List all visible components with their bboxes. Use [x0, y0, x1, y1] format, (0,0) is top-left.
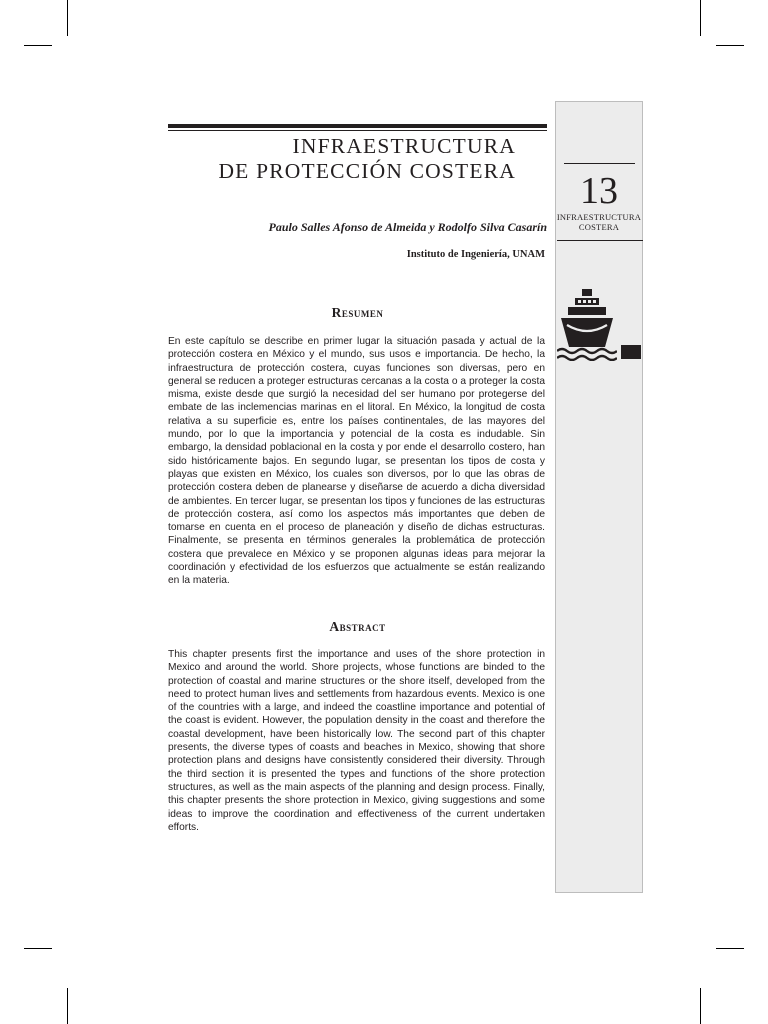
title-rule-thin	[168, 130, 547, 131]
chapter-number: 13	[580, 170, 618, 212]
tab-bottom-rule	[557, 240, 643, 241]
crop-mark-bottom-right-vertical	[700, 988, 701, 1024]
resumen-text: En este capítulo se describe en primer lugar la situación pasada y actual de la protección costera en México y el mundo, sus usos e importancia. De hecho, la infraestructura de protección costera, cuyas funciones son diversas, pero en general se reducen a proteger estructuras cercanas a la costa o a proteger la costa misma, existe desde que surgió la necesidad del ser humano por protegerse del embate de las inclemencias marinas en el litoral. En México, la longitud de costa relativa a su superficie es, entre los países continentales, de las mayores del mundo, por lo que la importancia y potencial de la costa es indudable. Sin embargo, la densidad poblacional en la costa y por ende el desarrollo costero, han sido históricamente bajos. En segundo lugar, se presentan los tipos de costa y playas que existen en México, los cuales son diversos, por lo que las obras de protección costera deben de planearse y diseñarse de acuerdo a dicha diversidad de ambientes. En tercer lugar, se presentan los tipos y funciones de las estructuras de protección costera, así como los aspectos más importantes que deben de tomarse en cuenta en el proceso de planeación y diseño de dichas estructuras. Finalmente, se presenta en términos generales la problemática de protección costera que prevalece en México y se proponen algunas ideas para mejorar la coordinación y efectividad de los esfuerzos que actualmente se están realizando en la materia.	[168, 336, 545, 587]
authors: Paulo Salles Afonso de Almeida y Rodolfo Silva Casarín	[268, 220, 547, 234]
crop-mark-top-right-horizontal	[716, 45, 744, 46]
abstract-text: This chapter presents first the importance and uses of the shore protection in Mexico and around the world. Shore projects, whose functions are binded to the protection of coastal and marine structures or the shore itself, developed from the need to protect human lives and settlements from hazardous events. Mexico is one of the countries with a large, and indeed the coastline importance and potential of the coast is evident. However, the population density in the coast and therefore the coastal development, have been historically low. The second part of this chapter presents, the diverse types of coasts and beaches in Mexico, showing that shore protection plans and designs have consistently considered their diversity. Through the third section it is presented the types and functions of the shore protection structures, as well as the main aspects of the planning and design process. Finally, this chapter presents the shore protection in Mexico, giving suggestions and some ideas to improve the coordination and effectiveness of the current undertaken efforts.	[168, 649, 545, 833]
title-rule-thick	[168, 124, 547, 128]
crop-mark-bottom-left-vertical	[67, 988, 68, 1024]
resumen-heading: Resumen	[331, 305, 384, 320]
chapter-title-line2: DE PROTECCIÓN COSTERA	[218, 159, 516, 183]
tab-top-rule	[564, 163, 635, 164]
tab-marker-block	[621, 345, 641, 359]
chapter-tab-label-line2: COSTERA	[578, 222, 620, 232]
chapter-title-line1: INFRAESTRUCTURA	[292, 134, 516, 158]
crop-mark-top-right-vertical	[700, 0, 701, 36]
crop-mark-bottom-right-horizontal	[716, 948, 744, 949]
chapter-tab-label	[555, 212, 643, 232]
crop-mark-bottom-left-horizontal	[24, 948, 52, 949]
chapter-title	[168, 134, 516, 184]
chapter-tab-label-line1: INFRAESTRUCTURA	[556, 212, 642, 222]
crop-mark-top-left-vertical	[67, 0, 68, 36]
ship-icon	[557, 289, 617, 361]
institute: Instituto de Ingeniería, UNAM	[406, 249, 545, 260]
abstract-heading: Abstract	[329, 619, 386, 634]
crop-mark-top-left-horizontal	[24, 45, 52, 46]
